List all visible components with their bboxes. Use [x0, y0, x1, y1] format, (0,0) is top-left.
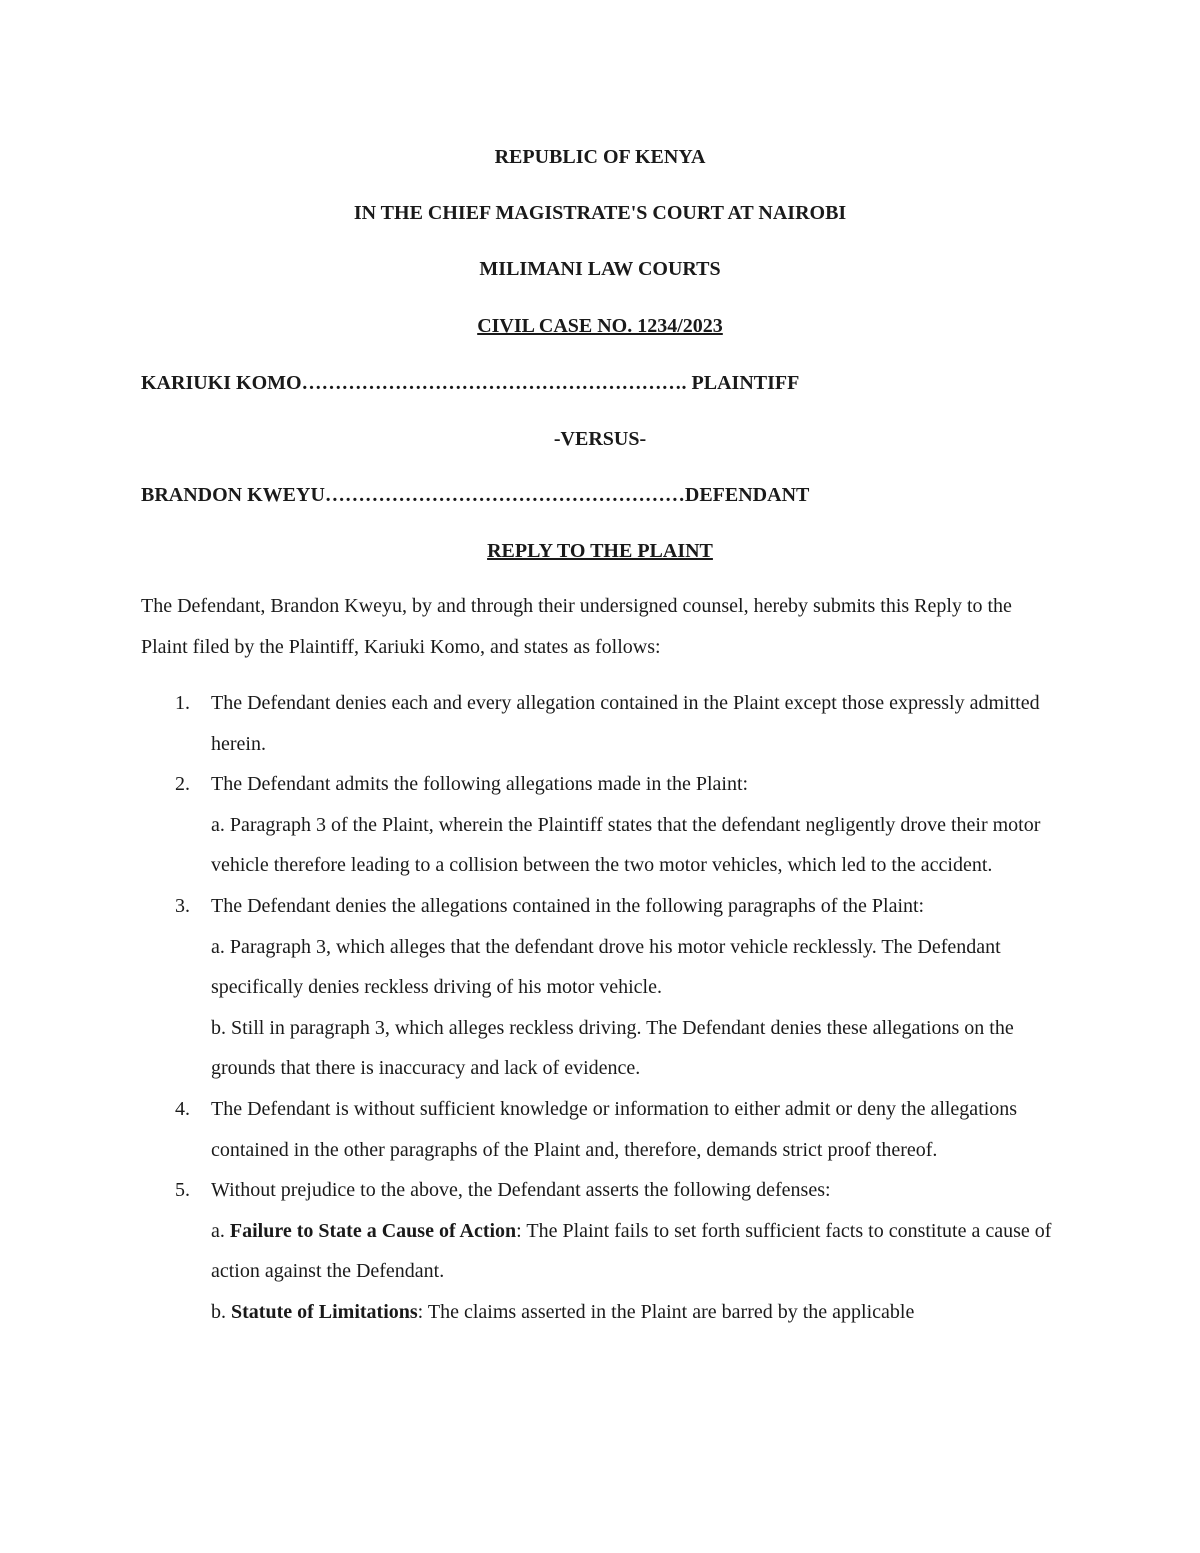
item-text: The Defendant is without sufficient knowledge or information to either admit or deny the allegations contained in the other paragraphs of the Plaint and, therefore, demands strict proof thereof. — [211, 1097, 1018, 1161]
intro-paragraph: The Defendant, Brandon Kweyu, by and through their undersigned counsel, hereby submits this Reply to the Plaint filed by the Plaintiff, Kariuki Komo, and states as follows: — [141, 595, 1012, 658]
item-sub-a — [211, 1211, 1061, 1292]
item-number: 5. — [175, 1179, 190, 1202]
court-heading: IN THE CHIEF MAGISTRATE'S COURT AT NAIROBI — [353, 202, 847, 224]
sub-prefix: b. — [211, 1300, 231, 1323]
defense-heading: Failure to State a Cause of Action — [229, 1219, 517, 1242]
item-number: 3. — [175, 894, 190, 917]
republic-heading: REPUBLIC OF KENYA — [494, 146, 706, 168]
item-number: 2. — [175, 773, 190, 796]
defendant-line: BRANDON KWEYU………………………………………………DEFENDANT — [141, 484, 810, 506]
item-text: The Defendant admits the following allegations made in the Plaint: — [211, 773, 749, 796]
defense-heading: Statute of Limitations — [231, 1300, 418, 1323]
item-sub-b: b. Still in paragraph 3, which alleges reckless driving. The Defendant denies these allegations on the grounds that there is inaccuracy and lack of evidence. — [211, 1016, 1014, 1080]
document-title: REPLY TO THE PLAINT — [487, 540, 713, 562]
defense-text: : The Plaint fails to set forth sufficient facts to constitute a cause of action against the Defendant. — [211, 1219, 1052, 1283]
item-number: 4. — [175, 1097, 190, 1120]
case-number: CIVIL CASE NO. 1234/2023 — [477, 315, 723, 337]
list-item — [141, 1170, 1061, 1332]
item-sub-b — [211, 1292, 1061, 1333]
item-text: Without prejudice to the above, the Defendant asserts the following defenses: — [211, 1179, 831, 1202]
item-sub-a: a. Paragraph 3, which alleges that the defendant drove his motor vehicle recklessly. The Defendant specifically denies reckless driving of his motor vehicle. — [211, 935, 1001, 999]
defense-text: : The claims asserted in the Plaint are barred by the applicable — [417, 1300, 915, 1323]
reply-list — [141, 683, 1061, 1333]
item-number: 1. — [175, 692, 190, 714]
list-item — [141, 764, 1061, 886]
list-item — [141, 683, 1061, 764]
plaintiff-line: KARIUKI KOMO…………………………………………………. PLAINTIFF — [141, 372, 800, 394]
location-heading: MILIMANI LAW COURTS — [479, 258, 721, 280]
item-sub-a: a. Paragraph 3 of the Plaint, wherein the Plaintiff states that the defendant negligently drove their motor vehicle therefore leading to a collision between the two motor vehicles, which led to the accident. — [211, 813, 1041, 877]
item-text: The Defendant denies the allegations contained in the following paragraphs of the Plaint: — [211, 894, 925, 917]
versus-label: -VERSUS- — [553, 428, 647, 450]
sub-prefix: a. — [211, 1219, 230, 1242]
list-item — [141, 886, 1061, 1089]
item-text: The Defendant denies each and every allegation contained in the Plaint except those expressly admitted herein. — [211, 692, 1040, 755]
list-item — [141, 1089, 1061, 1170]
